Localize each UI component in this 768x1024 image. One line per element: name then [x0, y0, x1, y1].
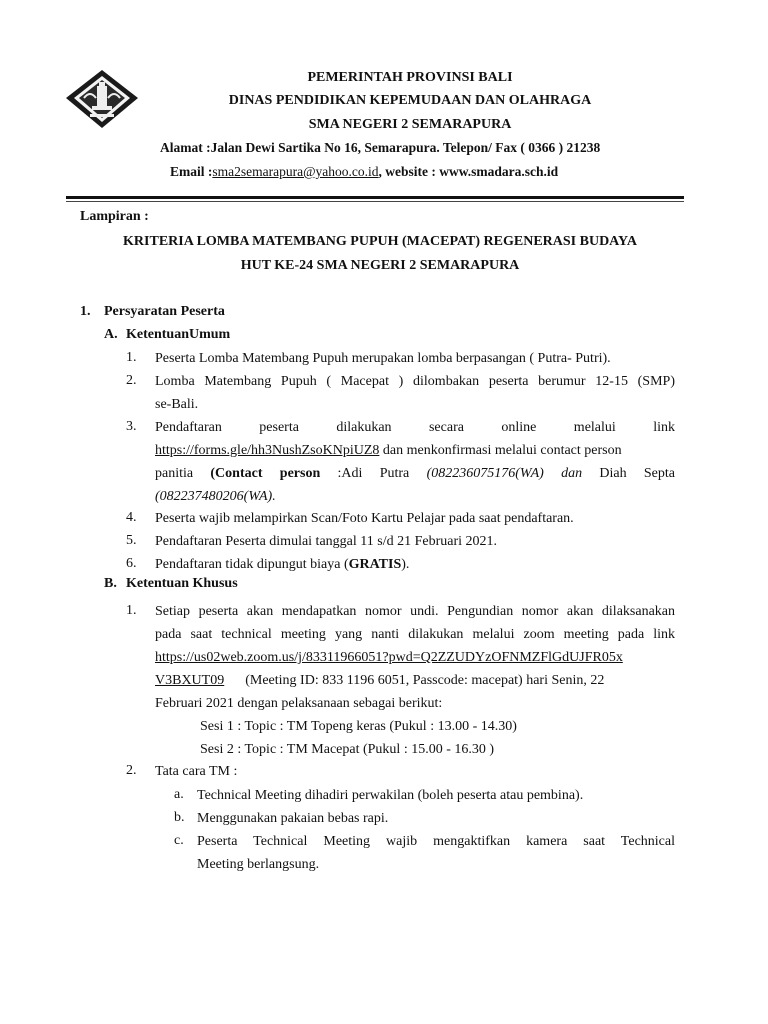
contact-phone: (082237480206(WA). — [155, 489, 276, 504]
registration-link[interactable]: https://forms.gle/hh3NushZsoKNpiUZ8 — [155, 443, 380, 458]
item-number: 2. — [126, 763, 137, 778]
list-item-title: Tata cara TM : — [155, 764, 238, 779]
sub-item-letter: a. — [174, 787, 184, 802]
letterhead-contact — [170, 164, 558, 180]
list-item — [155, 553, 680, 576]
list-item-line — [155, 439, 680, 462]
section-title: Persyaratan Peserta — [104, 304, 225, 319]
sub-item: Menggunakan pakaian bebas rapi. — [197, 811, 389, 826]
item-number: 1. — [126, 603, 137, 618]
list-item-text: ). — [401, 557, 410, 572]
subsection-a-letter: A. — [104, 327, 118, 342]
section-number: 1. — [80, 304, 91, 319]
document-subtitle: HUT KE-24 SMA NEGERI 2 SEMARAPURA — [240, 258, 520, 273]
item-number: 4. — [126, 510, 137, 525]
sub-item-letter: b. — [174, 810, 185, 825]
list-item-text: dan menkonfirmasi melalui contact person — [379, 443, 622, 458]
attachment-label: Lampiran : — [80, 209, 149, 224]
session-2: Sesi 2 : Topic : TM Macepat (Pukul : 15.00 - 16.30 ) — [200, 742, 495, 757]
contact-label: (Contact person — [210, 466, 321, 481]
zoom-link-continued[interactable]: V3BXUT09 — [155, 673, 225, 688]
item-number: 1. — [126, 350, 137, 365]
list-item-line — [155, 462, 675, 485]
list-item-text: Pendaftaran tidak dipungut biaya ( — [155, 557, 349, 572]
free-label: GRATIS — [348, 557, 402, 572]
letterhead-school: SMA NEGERI 2 SEMARAPURA — [308, 117, 512, 132]
email-link[interactable]: sma2semarapura@yahoo.co.id — [212, 164, 379, 179]
letterhead-department: DINAS PENDIDIKAN KEPEMUDAAN DAN OLAHRAGA — [228, 93, 592, 108]
item-number: 5. — [126, 533, 137, 548]
contact-name: Diah Septa — [599, 466, 675, 481]
sub-item-letter: c. — [174, 833, 184, 848]
list-item-line — [155, 669, 680, 692]
website-text: , website : www.smadara.sch.id — [378, 164, 559, 179]
list-item: Pendaftaran Peserta dimulai tanggal 11 s/d 21 Februari 2021. — [155, 534, 498, 549]
contact-name: :Adi Putra — [320, 466, 427, 481]
list-item-text: panitia — [155, 466, 211, 481]
list-item-line: Setiap peserta akan mendapatkan nomor undi. Pengundian nomor akan dilaksanakan — [155, 604, 675, 619]
list-item-text: dan — [543, 466, 600, 481]
item-number: 3. — [126, 419, 137, 434]
contact-phone: (082236075176(WA) — [426, 466, 544, 481]
list-item-line: Lomba Matembang Pupuh ( Macepat ) dilombakan peserta berumur 12-15 (SMP) — [155, 374, 675, 389]
sub-item-line: Meeting berlangsung. — [197, 857, 320, 872]
subsection-b-title: Ketentuan Khusus — [126, 576, 238, 591]
list-item-line: pada saat technical meeting yang nanti dilakukan melalui zoom meeting pada link — [155, 627, 675, 642]
subsection-a-title: KetentuanUmum — [126, 327, 231, 342]
list-item: Peserta Lomba Matembang Pupuh merupakan lomba berpasangan ( Putra- Putri). — [155, 351, 611, 366]
list-item-line: se-Bali. — [155, 397, 199, 412]
list-item-line: Pendaftaran peserta dilakukan secara online melalui link — [155, 420, 675, 435]
list-item-line: Februari 2021 dengan pelaksanaan sebagai berikut: — [155, 696, 443, 711]
session-1: Sesi 1 : Topic : TM Topeng keras (Pukul : 13.00 - 14.30) — [200, 719, 517, 734]
letterhead-address: Alamat :Jalan Dewi Sartika No 16, Semarapura. Telepon/ Fax ( 0366 ) 21238 — [160, 140, 601, 155]
header-divider-thick — [66, 196, 684, 199]
document-title: KRITERIA LOMBA MATEMBANG PUPUH (MACEPAT) REGENERASI BUDAYA — [123, 234, 637, 249]
item-number: 2. — [126, 373, 137, 388]
header-divider-thin — [66, 201, 684, 202]
sub-item-line: Peserta Technical Meeting wajib mengaktifkan kamera saat Technical — [197, 834, 675, 849]
item-number: 6. — [126, 556, 137, 571]
provincial-emblem-logo — [64, 68, 140, 130]
sub-item: Technical Meeting dihadiri perwakilan (boleh peserta atau pembina). — [197, 788, 584, 803]
zoom-link[interactable]: https://us02web.zoom.us/j/83311966051?pwd=Q2ZZUDYzOFNMZFlGdUJFR05x — [155, 650, 623, 665]
letterhead-government: PEMERINTAH PROVINSI BALI — [307, 70, 513, 85]
list-item: Peserta wajib melampirkan Scan/Foto Kartu Pelajar pada saat pendaftaran. — [155, 511, 574, 526]
meeting-details: (Meeting ID: 833 1196 6051, Passcode: macepat) hari Senin, 22 — [245, 673, 605, 688]
email-label: Email : — [170, 164, 213, 179]
subsection-b-letter: B. — [104, 576, 117, 591]
